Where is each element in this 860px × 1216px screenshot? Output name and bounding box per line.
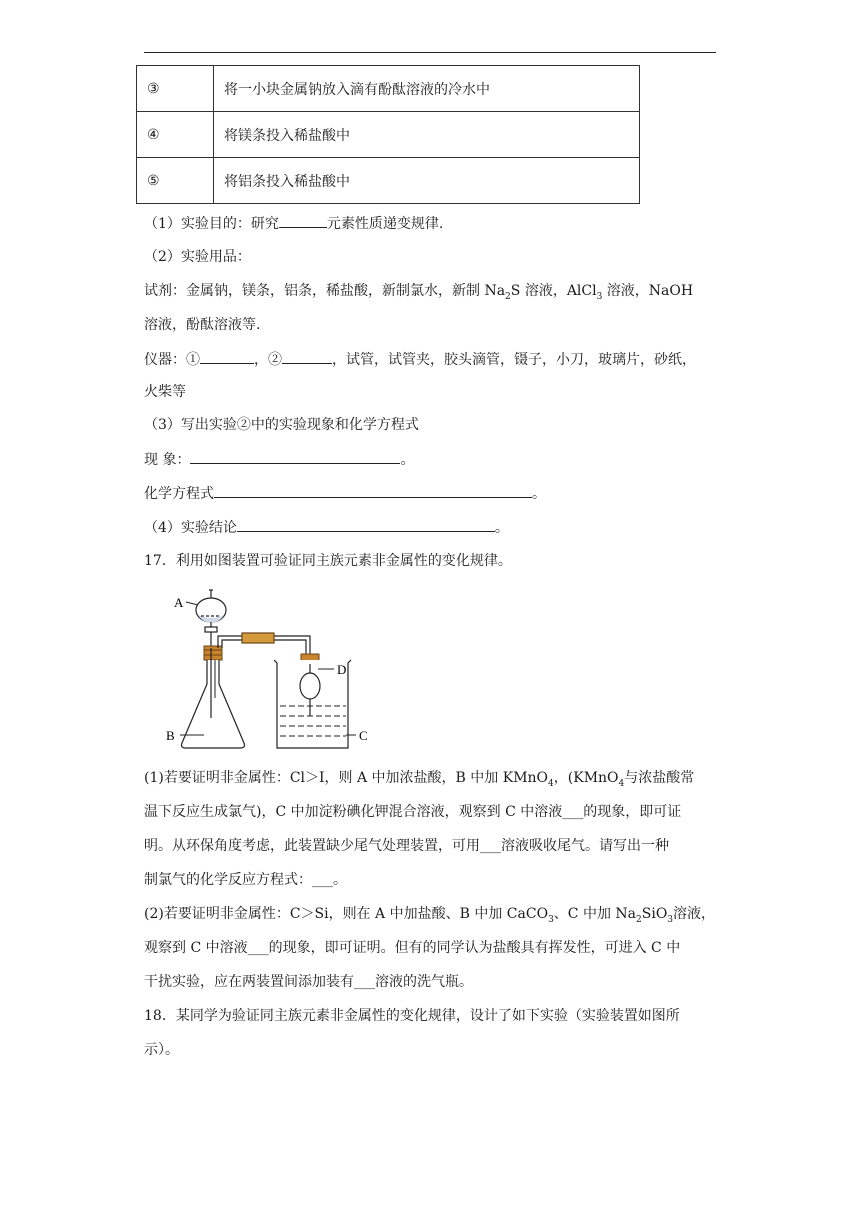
answer-blank	[190, 449, 400, 464]
q16-part3: （3）写出实验②中的实验现象和化学方程式	[144, 417, 419, 433]
answer-blank	[200, 349, 254, 364]
table-row	[137, 158, 640, 204]
top-rule	[144, 52, 716, 53]
q16-materials-heading: （2）实验用品：	[144, 249, 251, 265]
apparatus-figure	[160, 588, 380, 758]
step-number: ④	[137, 112, 214, 158]
q17-part1-line4: 制氯气的化学反应方程式：___。	[144, 872, 347, 888]
stopper	[204, 646, 222, 660]
q18-line2: 示）。	[144, 1042, 179, 1058]
q16-purpose: （1）实验目的：研究 元素性质递变规律.	[144, 213, 716, 234]
label-a: A	[174, 595, 184, 610]
answer-blank	[237, 517, 495, 532]
apparatus-diagram	[160, 588, 380, 758]
label-b: B	[166, 728, 175, 743]
answer-blank	[214, 483, 532, 498]
q16-equation: 化学方程式 。	[144, 483, 716, 504]
q16-conclusion: （4）实验结论 。	[144, 517, 716, 538]
q17-part2-line1: (2)若要证明非金属性：C＞Si，则在 A 中加盐酸、B 中加 CaCO$_3$、C 中加 $Na_2SiO_3$溶液，	[144, 906, 716, 925]
q17-part1-line2: 温下反应生成氯气)，C 中加淀粉碘化钾混合溶液，观察到 C 中溶液___的现象，即可证	[144, 804, 682, 820]
q18-line1: 18．某同学为验证同主族元素非金属性的变化规律，设计了如下实验（实验装置如图所	[144, 1008, 680, 1024]
table-row	[137, 66, 640, 112]
q17-part2-line2: 观察到 C 中溶液___的现象，即可证明。但有的同学认为盐酸具有挥发性，可进入 C 中	[144, 940, 681, 956]
q16-instruments-cont: 火柴等	[144, 384, 186, 400]
separatory-funnel	[196, 590, 226, 646]
q16-instruments: 仪器：① ，② ，试管，试管夹，胶头滴管，镊子，小刀，玻璃片，砂纸，	[144, 349, 716, 370]
q16-reagents-cont: 溶液，酚酞溶液等.	[144, 317, 261, 333]
q17-title: 17．利用如图装置可验证同主族元素非金属性的变化规律。	[144, 553, 512, 569]
answer-blank	[279, 213, 327, 228]
label-d: D	[337, 662, 347, 677]
q16-reagents: 试剂：金属钠，镁条，铝条，稀盐酸，新制氯水，新制 $Na_2S$ 溶液，AlCl$_3$ 溶液，NaOH	[144, 283, 694, 302]
experiment-table	[136, 65, 640, 204]
label-c: C	[359, 728, 368, 743]
delivery-tube	[218, 633, 310, 656]
table-row	[137, 112, 640, 158]
answer-blank	[282, 349, 332, 364]
step-number: ③	[137, 66, 214, 112]
q17-part1-line1: (1)若要证明非金属性：Cl＞I，则 A 中加浓盐酸，B 中加 KMnO$_4$，(KMnO$_4$与浓盐酸常	[144, 770, 695, 789]
q16-phenomenon: 现 象： 。	[144, 449, 716, 470]
q17-part2-line3: 干扰实验，应在两装置间添加装有___溶液的洗气瓶。	[144, 974, 473, 990]
q17-part1-line3: 明。从环保角度考虑，此装置缺少尾气处理装置，可用___溶液吸收尾气。请写出一种	[144, 838, 669, 854]
step-text: 将镁条投入稀盐酸中	[214, 112, 640, 158]
step-text: 将一小块金属钠放入滴有酚酞溶液的冷水中	[214, 66, 640, 112]
step-number: ⑤	[137, 158, 214, 204]
step-text: 将铝条投入稀盐酸中	[214, 158, 640, 204]
